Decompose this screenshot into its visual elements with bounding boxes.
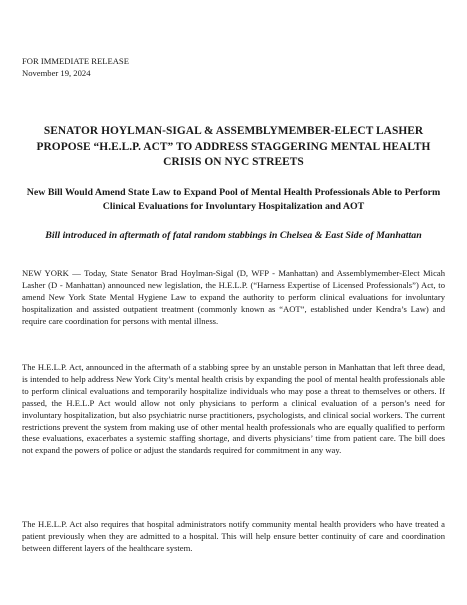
subheadline: New Bill Would Amend State Law to Expand Pool of Mental Health Professionals Able to Perform Clinical Evaluations for Involuntary Hospitalization and AOT [26, 187, 441, 212]
headline: SENATOR HOYLMAN-SIGAL & ASSEMBLYMEMBER-ELECT LASHER PROPOSE “H.E.L.P. ACT” TO ADDRESS STAGGERING MENTAL HEALTH CRISIS ON NYC STREETS [36, 125, 431, 168]
release-label: FOR IMMEDIATE RELEASE [22, 56, 129, 66]
release-date: November 19, 2024 [22, 67, 91, 78]
body-paragraph: The H.E.L.P. Act, announced in the aftermath of a stabbing spree by an unstable person in Manhattan that left three dead, is intended to help address New York City’s mental health crisis by expanding the pool of mental health professionals able to perform clinical evaluations and temporarily hospitalize individuals who may pose a threat to themselves or others. If passed, the H.E.L.P Act would allow not only physicians to perform a clinical evaluation of a person’s need for involuntary hospitalization, but also psychiatric nurse practitioners, psychologists, and clinical social workers. The current restrictions prevent the system from making use of other mental health professionals who are equally qualified to perform these evaluations, exacerbates a systemic staffing shortage, and diverts physicians’ time from patient care. The bill does not expand the powers of police or adjust the standards required for commitment in any way. [22, 362, 445, 456]
tagline: Bill introduced in aftermath of fatal random stabbings in Chelsea & East Side of Manhattan [45, 230, 422, 241]
body-paragraph: The H.E.L.P. Act also requires that hospital administrators notify community mental health providers who have treated a patient previously when they are admitted to a hospital. This will help ensure better continuity of care and coordination between different layers of the healthcare system. [22, 519, 445, 553]
release-header [22, 56, 129, 79]
body-paragraph: NEW YORK — Today, State Senator Brad Hoylman-Sigal (D, WFP - Manhattan) and Assemblymember-Elect Micah Lasher (D - Manhattan) announced new legislation, the H.E.L.P. (“Harness Expertise of Licensed Professionals”) Act, to amend New York State Mental Hygiene Law to expand the authority to perform clinical evaluations for involuntary hospitalization and assisted outpatient treatment (commonly known as “AOT”, established under Kendra’s Law) and require care coordination for persons with mental illness. [22, 268, 445, 326]
